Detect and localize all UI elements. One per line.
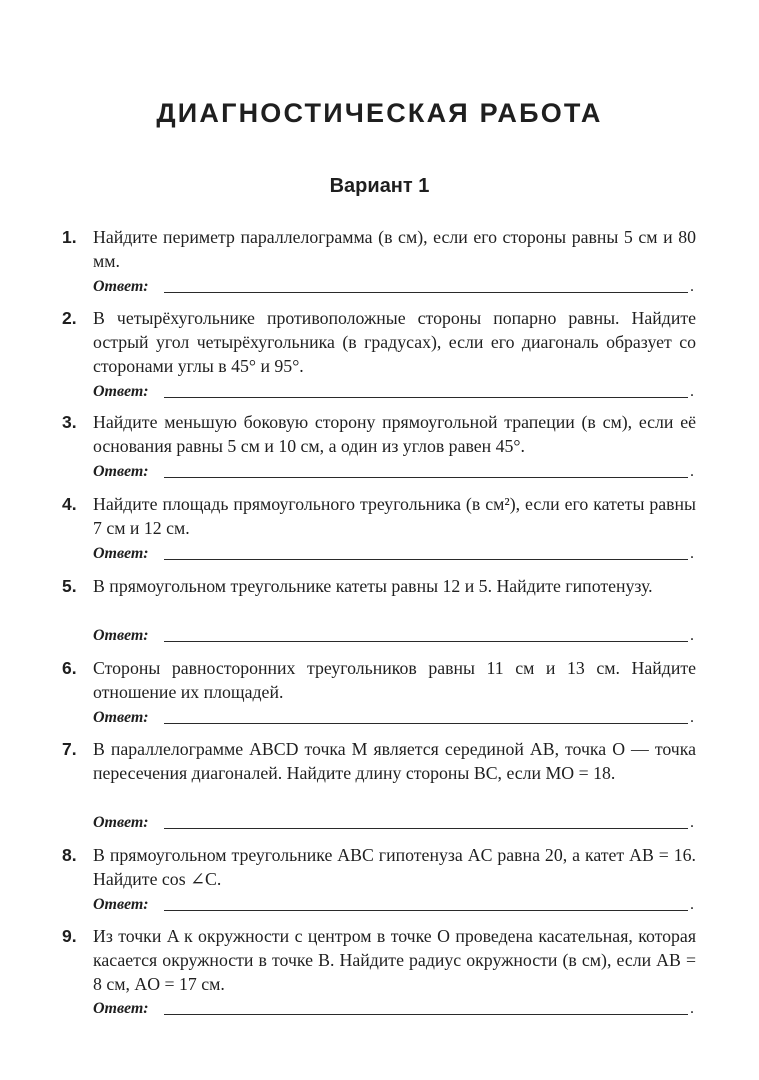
answer-label: Ответ: xyxy=(93,383,149,400)
problem-number: 8. xyxy=(62,845,77,865)
answer-period: . xyxy=(690,463,694,480)
answer-line xyxy=(164,397,688,398)
answer-label: Ответ: xyxy=(93,709,149,726)
answer-field[interactable] xyxy=(93,380,696,404)
variant-heading: Вариант 1 xyxy=(329,175,430,197)
answer-line xyxy=(164,477,688,478)
answer-field[interactable] xyxy=(93,893,696,917)
answer-line xyxy=(164,292,688,293)
answer-period: . xyxy=(690,896,694,913)
answer-field[interactable] xyxy=(93,460,696,484)
answer-period: . xyxy=(690,627,694,644)
answer-line xyxy=(164,723,688,724)
answer-label: Ответ: xyxy=(93,814,149,831)
answer-period: . xyxy=(690,383,694,400)
answer-period: . xyxy=(690,1000,694,1017)
problem-number: 1. xyxy=(62,227,77,247)
page-title: ДИАГНОСТИЧЕСКАЯ РАБОТА xyxy=(156,98,603,128)
problem-text: В четырёхугольнике противоположные стороны попарно равны. Найдите острый угол четырёхугольника (в градусах), если его диагональ образует со сторонами углы в 45° и 95°. xyxy=(93,308,696,376)
answer-line xyxy=(164,641,688,642)
problem-text: Найдите площадь прямоугольного треугольника (в см²), если его катеты равны 7 см и 12 см. xyxy=(93,494,696,538)
answer-field[interactable] xyxy=(93,542,696,566)
answer-label: Ответ: xyxy=(93,463,149,480)
answer-period: . xyxy=(690,709,694,726)
problem-text: Найдите периметр параллелограмма (в см), если его стороны равны 5 см и 80 мм. xyxy=(93,227,696,271)
answer-field[interactable] xyxy=(93,811,696,835)
problem-text: В прямоугольном треугольнике катеты равны 12 и 5. Найдите гипотенузу. xyxy=(93,576,653,596)
answer-line xyxy=(164,828,688,829)
problem-text: Из точки A к окружности с центром в точке O проведена касательная, которая касается окружности в точке B. Найдите радиус окружности (в см), если AB = 8 см, AO = 17 см. xyxy=(93,926,696,994)
answer-field[interactable] xyxy=(93,997,696,1021)
answer-label: Ответ: xyxy=(93,627,149,644)
answer-label: Ответ: xyxy=(93,1000,149,1017)
problem-number: 4. xyxy=(62,494,77,514)
answer-period: . xyxy=(690,545,694,562)
problem-text: Найдите меньшую боковую сторону прямоугольной трапеции (в см), если её основания равны 5 см и 10 см, а один из углов равен 45°. xyxy=(93,412,696,456)
answer-line xyxy=(164,1014,688,1015)
answer-period: . xyxy=(690,278,694,295)
problem-number: 9. xyxy=(62,926,77,946)
problem-number: 5. xyxy=(62,576,77,596)
answer-field[interactable] xyxy=(93,624,696,648)
problem-text: В параллелограмме ABCD точка M является серединой AB, точка O — точка пересечения диагоналей. Найдите длину стороны BC, если MO = 18. xyxy=(93,739,696,783)
answer-field[interactable] xyxy=(93,706,696,730)
answer-line xyxy=(164,910,688,911)
problem-number: 7. xyxy=(62,739,77,759)
answer-field[interactable] xyxy=(93,275,696,299)
answer-label: Ответ: xyxy=(93,896,149,913)
problem-text: В прямоугольном треугольнике ABC гипотенуза AC равна 20, а катет AB = 16. Найдите cos ∠C. xyxy=(93,845,696,889)
answer-period: . xyxy=(690,814,694,831)
answer-label: Ответ: xyxy=(93,278,149,295)
answer-line xyxy=(164,559,688,560)
problem-number: 3. xyxy=(62,412,77,432)
problem-number: 2. xyxy=(62,308,77,328)
answer-label: Ответ: xyxy=(93,545,149,562)
problem-number: 6. xyxy=(62,658,77,678)
problem-text: Стороны равносторонних треугольников равны 11 см и 13 см. Найдите отношение их площадей. xyxy=(93,658,696,702)
